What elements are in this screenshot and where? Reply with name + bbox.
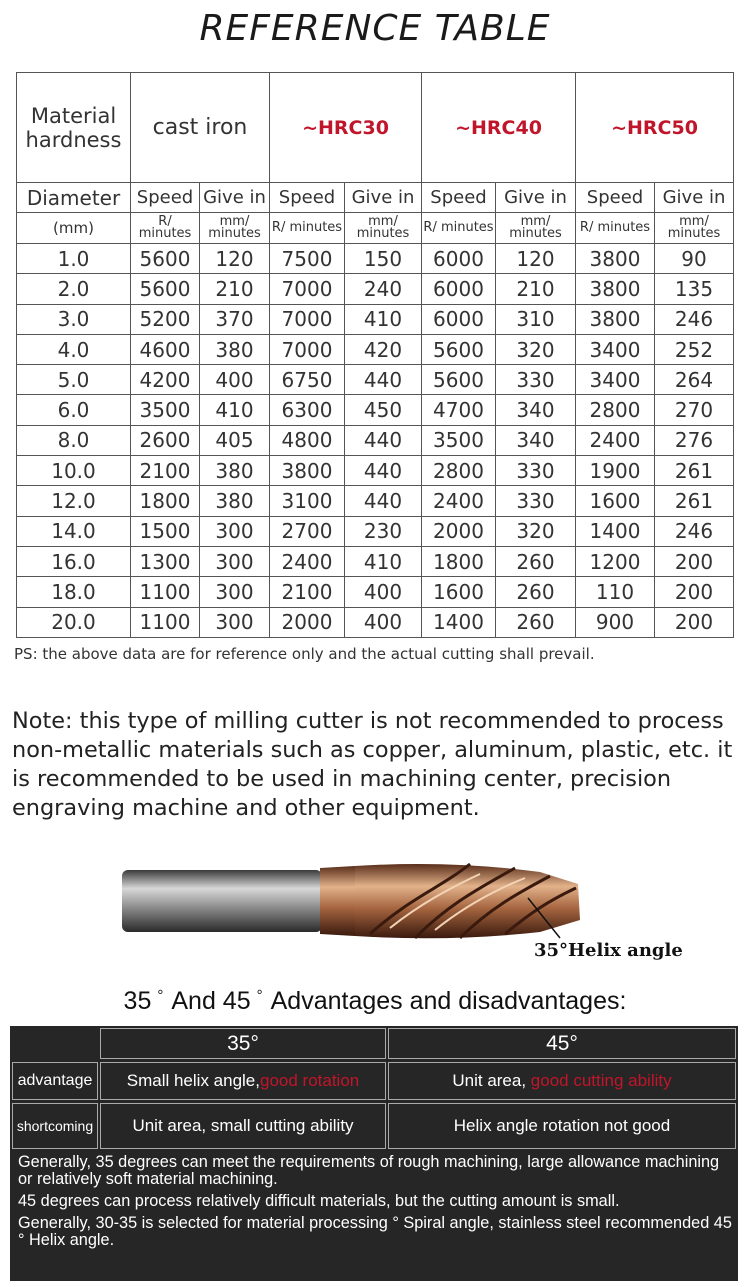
col-45-header: 45° <box>388 1028 736 1059</box>
advantage-45-text: Unit area, <box>452 1071 527 1090</box>
feed-cell: 410 <box>345 304 422 334</box>
table-row <box>17 395 734 425</box>
feed-cell: 120 <box>200 244 270 274</box>
diameter-cell: 3.0 <box>17 304 131 334</box>
speed-cell: 110 <box>576 577 655 607</box>
speed-cell: 2000 <box>422 516 496 546</box>
feed-cell: 261 <box>655 486 734 516</box>
speed-cell: 6000 <box>422 304 496 334</box>
table-row <box>17 334 734 364</box>
feed-cell: 330 <box>496 456 576 486</box>
feed-cell: 300 <box>200 546 270 576</box>
table-row <box>17 456 734 486</box>
speed-cell: 7500 <box>270 244 345 274</box>
advantages-title <box>0 987 750 1016</box>
diameter-cell: 1.0 <box>17 244 131 274</box>
speed-cell: 5600 <box>131 274 200 304</box>
speed-unit: R/ minutes <box>576 213 655 244</box>
speed-unit: R/ minutes <box>131 213 200 244</box>
material-cast-iron: cast iron <box>131 73 270 183</box>
reference-table <box>16 72 734 638</box>
speed-cell: 6000 <box>422 244 496 274</box>
feed-label: Give in <box>655 183 734 213</box>
usage-note: Note: this type of milling cutter is not recommended to process non-metallic materials such as copper, aluminum, plastic, etc. it is recommended to be used in machining center, precision engraving machine and other equipment. <box>12 708 733 821</box>
speed-cell: 5600 <box>422 334 496 364</box>
speed-cell: 1600 <box>422 577 496 607</box>
speed-cell: 5600 <box>131 244 200 274</box>
table-row <box>17 425 734 455</box>
table-row <box>17 486 734 516</box>
speed-cell: 3400 <box>576 334 655 364</box>
feed-cell: 240 <box>345 274 422 304</box>
speed-cell: 2800 <box>576 395 655 425</box>
speed-cell: 2400 <box>576 425 655 455</box>
advantage-label: advantage <box>12 1062 98 1100</box>
end-mill-image <box>120 858 600 948</box>
feed-cell: 270 <box>655 395 734 425</box>
feed-cell: 370 <box>200 304 270 334</box>
speed-cell: 4200 <box>131 365 200 395</box>
table-row <box>17 546 734 576</box>
speed-label: Speed <box>422 183 496 213</box>
shortcoming-label: shortcoming <box>12 1103 98 1149</box>
feed-cell: 200 <box>655 546 734 576</box>
feed-cell: 380 <box>200 334 270 364</box>
diameter-cell: 14.0 <box>17 516 131 546</box>
feed-label: Give in <box>496 183 576 213</box>
feed-label: Give in <box>200 183 270 213</box>
feed-cell: 300 <box>200 607 270 637</box>
speed-cell: 6300 <box>270 395 345 425</box>
data-rows <box>17 244 734 638</box>
speed-cell: 4800 <box>270 425 345 455</box>
feed-cell: 260 <box>496 546 576 576</box>
feed-cell: 300 <box>200 577 270 607</box>
speed-cell: 3400 <box>576 365 655 395</box>
speed-cell: 5200 <box>131 304 200 334</box>
summary-line-3: Generally, 30-35 is selected for material processing ° Spiral angle, stainless steel recommended 45 ° Helix angle. <box>18 1214 732 1249</box>
advantage-35-text: Small helix angle, <box>126 1071 260 1090</box>
feed-cell: 320 <box>496 334 576 364</box>
speed-cell: 2000 <box>270 607 345 637</box>
speed-cell: 1500 <box>131 516 200 546</box>
speed-cell: 2400 <box>422 486 496 516</box>
degree-symbol: ° <box>256 987 263 1004</box>
table-row <box>17 244 734 274</box>
feed-cell: 246 <box>655 304 734 334</box>
feed-cell: 200 <box>655 607 734 637</box>
speed-cell: 7000 <box>270 334 345 364</box>
feed-cell: 440 <box>345 425 422 455</box>
speed-label: Speed <box>576 183 655 213</box>
degree-symbol: ° <box>157 987 164 1004</box>
diameter-cell: 5.0 <box>17 365 131 395</box>
feed-cell: 260 <box>496 607 576 637</box>
feed-cell: 210 <box>200 274 270 304</box>
page-title: REFERENCE TABLE <box>199 8 551 49</box>
speed-unit: R/ minutes <box>270 213 345 244</box>
feed-cell: 440 <box>345 365 422 395</box>
material-hrc40: ~HRC40 <box>422 73 576 183</box>
speed-cell: 1600 <box>576 486 655 516</box>
col-35-header: 35° <box>100 1028 386 1059</box>
feed-cell: 230 <box>345 516 422 546</box>
material-hrc30: ~HRC30 <box>270 73 422 183</box>
title-advantages: Advantages and disadvantages: <box>270 987 627 1015</box>
summary-line-1: Generally, 35 degrees can meet the requirements of rough machining, large allowance machining or relatively soft material machining. <box>18 1153 720 1188</box>
speed-cell: 1400 <box>422 607 496 637</box>
speed-cell: 3800 <box>576 244 655 274</box>
material-hrc50: ~HRC50 <box>576 73 734 183</box>
feed-cell: 420 <box>345 334 422 364</box>
feed-cell: 120 <box>496 244 576 274</box>
speed-cell: 900 <box>576 607 655 637</box>
feed-cell: 246 <box>655 516 734 546</box>
diameter-cell: 18.0 <box>17 577 131 607</box>
ps-note: PS: the above data are for reference only and the actual cutting shall prevail. <box>14 645 595 663</box>
advantage-45-highlight: good cutting ability <box>530 1071 672 1090</box>
feed-cell: 400 <box>345 607 422 637</box>
feed-cell: 300 <box>200 516 270 546</box>
table-row <box>17 607 734 637</box>
helix-angle-label: 35°Helix angle <box>534 940 683 961</box>
speed-cell: 3500 <box>131 395 200 425</box>
shortcoming-35: Unit area, small cutting ability <box>100 1103 386 1149</box>
speed-cell: 3800 <box>270 456 345 486</box>
feed-cell: 340 <box>496 395 576 425</box>
speed-cell: 3800 <box>576 274 655 304</box>
feed-cell: 440 <box>345 486 422 516</box>
diameter-label: Diameter <box>17 183 131 213</box>
feed-label: Give in <box>345 183 422 213</box>
advantages-table <box>10 1026 738 1281</box>
feed-unit: mm/ minutes <box>496 213 576 244</box>
feed-cell: 410 <box>200 395 270 425</box>
feed-cell: 261 <box>655 456 734 486</box>
table-row <box>17 304 734 334</box>
speed-cell: 7000 <box>270 304 345 334</box>
speed-cell: 2800 <box>422 456 496 486</box>
speed-cell: 2100 <box>270 577 345 607</box>
feed-cell: 400 <box>200 365 270 395</box>
feed-cell: 252 <box>655 334 734 364</box>
feed-unit: mm/ minutes <box>345 213 422 244</box>
speed-cell: 1100 <box>131 607 200 637</box>
feed-cell: 320 <box>496 516 576 546</box>
diameter-cell: 12.0 <box>17 486 131 516</box>
feed-cell: 310 <box>496 304 576 334</box>
feed-cell: 260 <box>496 577 576 607</box>
feed-cell: 410 <box>345 546 422 576</box>
feed-cell: 276 <box>655 425 734 455</box>
diameter-cell: 2.0 <box>17 274 131 304</box>
feed-cell: 330 <box>496 486 576 516</box>
feed-cell: 264 <box>655 365 734 395</box>
table-row <box>17 365 734 395</box>
speed-cell: 1300 <box>131 546 200 576</box>
advantage-45 <box>388 1062 736 1100</box>
speed-cell: 2600 <box>131 425 200 455</box>
speed-label: Speed <box>270 183 345 213</box>
feed-cell: 405 <box>200 425 270 455</box>
feed-cell: 135 <box>655 274 734 304</box>
feed-unit: mm/ minutes <box>200 213 270 244</box>
table-row <box>17 516 734 546</box>
speed-cell: 2100 <box>131 456 200 486</box>
feed-cell: 380 <box>200 456 270 486</box>
speed-cell: 3500 <box>422 425 496 455</box>
material-hardness-label: Material hardness <box>17 73 131 183</box>
material-header-row <box>17 73 734 183</box>
table-row <box>17 274 734 304</box>
summary-text <box>18 1154 734 1254</box>
speed-cell: 1200 <box>576 546 655 576</box>
feed-cell: 200 <box>655 577 734 607</box>
diameter-cell: 20.0 <box>17 607 131 637</box>
feed-cell: 150 <box>345 244 422 274</box>
column-header-row <box>17 183 734 213</box>
title-and-45: And 45 <box>171 987 251 1015</box>
speed-cell: 1800 <box>131 486 200 516</box>
feed-cell: 210 <box>496 274 576 304</box>
speed-label: Speed <box>131 183 200 213</box>
speed-cell: 2400 <box>270 546 345 576</box>
speed-cell: 1900 <box>576 456 655 486</box>
diameter-cell: 10.0 <box>17 456 131 486</box>
feed-cell: 340 <box>496 425 576 455</box>
feed-cell: 440 <box>345 456 422 486</box>
speed-cell: 3800 <box>576 304 655 334</box>
speed-cell: 1800 <box>422 546 496 576</box>
summary-line-2: 45 degrees can process relatively difficult materials, but the cutting amount is small. <box>18 1192 620 1210</box>
table-row <box>17 577 734 607</box>
speed-cell: 3100 <box>270 486 345 516</box>
speed-cell: 4700 <box>422 395 496 425</box>
speed-cell: 7000 <box>270 274 345 304</box>
speed-unit: R/ minutes <box>422 213 496 244</box>
diameter-cell: 16.0 <box>17 546 131 576</box>
feed-cell: 400 <box>345 577 422 607</box>
feed-unit: mm/ minutes <box>655 213 734 244</box>
unit-row <box>17 213 734 244</box>
title-35: 35 <box>123 987 152 1015</box>
speed-cell: 2700 <box>270 516 345 546</box>
advantage-35-highlight: good rotation <box>260 1071 360 1090</box>
speed-cell: 6000 <box>422 274 496 304</box>
advantage-35 <box>100 1062 386 1100</box>
feed-cell: 450 <box>345 395 422 425</box>
speed-cell: 1400 <box>576 516 655 546</box>
diameter-cell: 4.0 <box>17 334 131 364</box>
diameter-unit: (mm) <box>17 213 131 244</box>
speed-cell: 6750 <box>270 365 345 395</box>
speed-cell: 1100 <box>131 577 200 607</box>
feed-cell: 330 <box>496 365 576 395</box>
shortcoming-45: Helix angle rotation not good <box>388 1103 736 1149</box>
feed-cell: 90 <box>655 244 734 274</box>
diameter-cell: 6.0 <box>17 395 131 425</box>
diameter-cell: 8.0 <box>17 425 131 455</box>
speed-cell: 4600 <box>131 334 200 364</box>
speed-cell: 5600 <box>422 365 496 395</box>
feed-cell: 380 <box>200 486 270 516</box>
